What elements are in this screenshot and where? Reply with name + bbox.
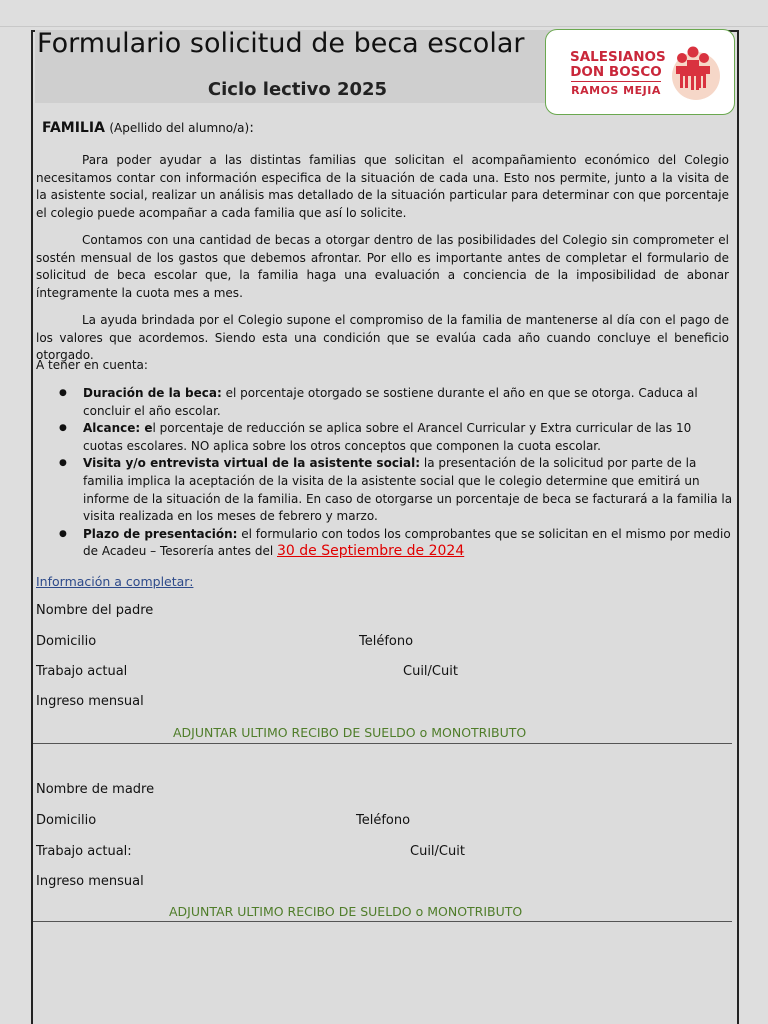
section-divider bbox=[33, 743, 732, 744]
madre-cuil-field[interactable]: Cuil/Cuit bbox=[410, 844, 465, 859]
padre-cuil-field[interactable]: Cuil/Cuit bbox=[403, 664, 458, 679]
list-item: ● Plazo de presentación: el formulario con todos los comprobantes que se solicitan en el mismo por medio de Acadeu – Tesorería antes del 30 de Septiembre de 2024 bbox=[83, 526, 733, 561]
madre-trabajo-field[interactable]: Trabajo actual: bbox=[36, 844, 132, 859]
intro-paragraph-3: La ayuda brindada por el Colegio supone el compromiso de la familia de mantenerse al día con el pago de los valores que acordemos. Siendo esta una condición que se evalúa cada año cuando concluye el beneficio otorgado. bbox=[36, 313, 729, 363]
logo-text bbox=[570, 49, 666, 98]
list-item: ● Duración de la beca: el porcentaje otorgado se sostiene durante el año en que se otorga. Caduca al concluir el año escolar. bbox=[83, 385, 733, 420]
list-item: ● Visita y/o entrevista virtual de la asistente social: la presentación de la solicitud por parte de la familia implica la aceptación de la visita de la asistente social que le colegio determine que emitirá un informe de la situación de la familia. En caso de otorgarse un porcentaje de beca se facturará a la familia la visita realizada en los meses de febrero y marzo. bbox=[83, 455, 733, 525]
familia-colon: : bbox=[249, 120, 254, 136]
logo-line-1: SALESIANOS bbox=[570, 49, 666, 65]
familia-hint: (Apellido del alumno/a) bbox=[109, 121, 250, 135]
familia-label: FAMILIA bbox=[42, 120, 105, 136]
intro-paragraph-2: Contamos con una cantidad de becas a otorgar dentro de las posibilidades del Colegio sin comprometer el sostén mensual de los gastos que debemos afrontar. Por ello es importante antes de completar el formulario de solicitud de beca escolar que, la familia haga una evaluación a conciencia de la imposibilidad de abonar íntegramente la cuota mes a mes. bbox=[36, 233, 729, 300]
madre-adjuntar-note: ADJUNTAR ULTIMO RECIBO DE SUELDO o MONOTRIBUTO bbox=[169, 904, 523, 919]
logo-line-3: RAMOS MEJIA bbox=[571, 81, 661, 98]
tener-en-cuenta-heading: A tener en cuenta: bbox=[36, 358, 148, 372]
list-item: ● Alcance: el porcentaje de reducción se aplica sobre el Arancel Curricular y Extra curricular de las 10 cuotas escolares. NO aplica sobre los otros conceptos que componen la cuota escolar. bbox=[83, 420, 733, 455]
padre-adjuntar-note: ADJUNTAR ULTIMO RECIBO DE SUELDO o MONOTRIBUTO bbox=[173, 725, 527, 740]
section-divider bbox=[33, 921, 732, 922]
padre-telefono-field[interactable]: Teléfono bbox=[359, 634, 414, 649]
padre-nombre-field[interactable]: Nombre del padre bbox=[36, 603, 154, 618]
intro-paragraph-1: Para poder ayudar a las distintas familias que solicitan el acompañamiento económico del Colegio necesitamos contar con información especifica de la situación de cada una. Esto nos permite, junto a la visita de la asistente social, realizar un análisis mas detallado de la situación particular para determinar con que porcentaje el colegio puede acompañar a cada familia que así lo solicite. bbox=[36, 153, 729, 220]
school-logo bbox=[545, 29, 735, 115]
logo-line-2: DON BOSCO bbox=[570, 64, 662, 80]
top-divider bbox=[0, 26, 768, 27]
deadline-date: 30 de Septiembre de 2024 bbox=[277, 543, 465, 560]
conditions-list bbox=[36, 385, 733, 561]
info-to-complete-link[interactable]: Información a completar: bbox=[36, 574, 194, 589]
familia-field[interactable] bbox=[42, 120, 254, 136]
salesianos-people-icon bbox=[662, 44, 722, 102]
page-title: Formulario solicitud de beca escolar bbox=[37, 28, 525, 59]
padre-domicilio-field[interactable]: Domicilio bbox=[36, 634, 97, 649]
padre-ingreso-field[interactable]: Ingreso mensual bbox=[36, 694, 144, 709]
madre-ingreso-field[interactable]: Ingreso mensual bbox=[36, 874, 144, 889]
madre-nombre-field[interactable]: Nombre de madre bbox=[36, 782, 155, 797]
madre-telefono-field[interactable]: Teléfono bbox=[356, 813, 411, 828]
page-subtitle: Ciclo lectivo 2025 bbox=[207, 79, 388, 100]
madre-domicilio-field[interactable]: Domicilio bbox=[36, 813, 97, 828]
padre-trabajo-field[interactable]: Trabajo actual bbox=[36, 664, 128, 679]
